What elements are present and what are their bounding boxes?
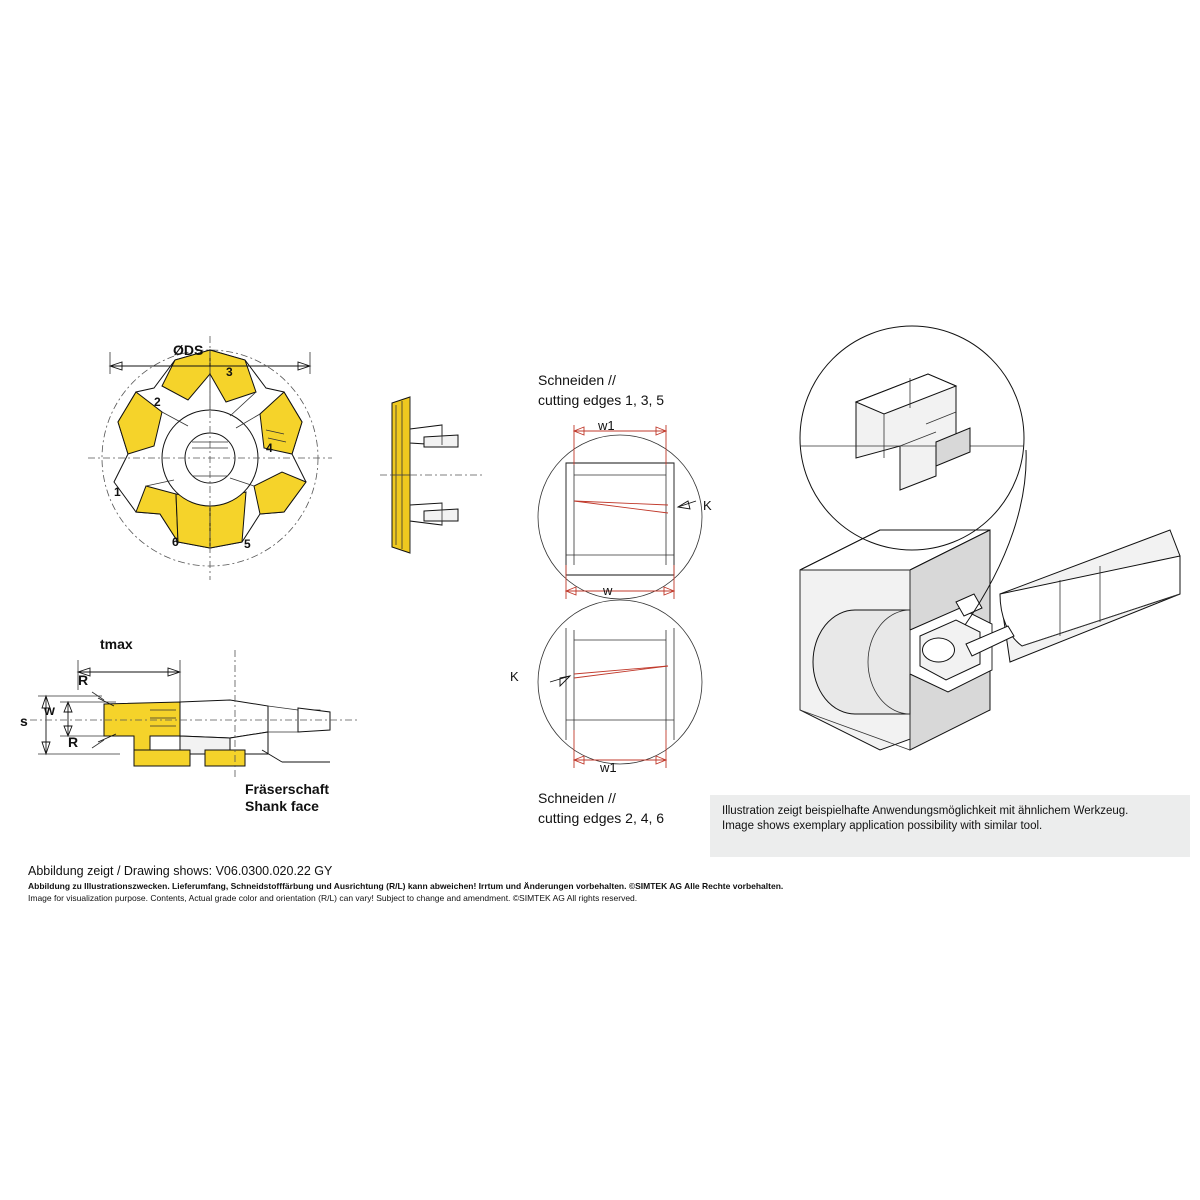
w-label: w bbox=[44, 702, 55, 718]
svg-text:6: 6 bbox=[172, 535, 179, 549]
svg-text:3: 3 bbox=[226, 365, 233, 379]
application-illustration bbox=[760, 380, 1180, 790]
drawing-shows-line: Abbildung zeigt / Drawing shows: V06.0300.020.22 GY bbox=[28, 864, 333, 878]
application-note-de: Illustration zeigt beispielhafte Anwendungsmöglichkeit mit ähnlichem Werkzeug. bbox=[722, 805, 1129, 817]
svg-text:4: 4 bbox=[266, 441, 273, 455]
disclaimer-de: Abbildung zu Illustrationszwecken. Lieferumfang, Schneidstofffärbung und Ausrichtung (R/L) kann abweichen! Irrtum und Änderungen vorbehalten. ©SIMTEK AG Alle Rechte vorbehalten. bbox=[28, 881, 784, 891]
tmax-label: tmax bbox=[100, 636, 133, 652]
detail-bottom-w1-label: w1 bbox=[600, 760, 617, 775]
shank-label-de: Fräserschaft bbox=[245, 781, 330, 797]
application-note-box bbox=[710, 795, 1190, 857]
svg-text:5: 5 bbox=[244, 537, 251, 551]
detail-top-view bbox=[528, 415, 728, 615]
detail-bottom-view bbox=[528, 600, 728, 800]
detail-top-k-label: K bbox=[703, 498, 712, 513]
detail-bottom-caption-en: cutting edges 2, 4, 6 bbox=[538, 810, 665, 826]
detail-top-w1-label: w1 bbox=[598, 418, 615, 433]
detail-top-caption-en: cutting edges 1, 3, 5 bbox=[538, 392, 665, 408]
svg-text:1: 1 bbox=[114, 485, 121, 499]
radius-upper-label: R bbox=[78, 672, 89, 688]
diameter-dimension bbox=[70, 340, 350, 380]
s-label: s bbox=[20, 713, 28, 729]
radius-lower-label: R bbox=[68, 734, 79, 750]
diameter-label: ØDS bbox=[173, 342, 204, 358]
application-note-en: Image shows exemplary application possibility with similar tool. bbox=[722, 820, 1043, 832]
detail-bottom-k-label: K bbox=[510, 669, 519, 684]
shank-label-en: Shank face bbox=[245, 798, 319, 814]
detail-bottom-caption-de: Schneiden // bbox=[538, 790, 616, 806]
detail-top-caption-de: Schneiden // bbox=[538, 372, 616, 388]
svg-text:2: 2 bbox=[154, 395, 161, 409]
side-view bbox=[380, 385, 490, 575]
detail-top-w-label: w bbox=[603, 583, 613, 598]
disclaimer-en: Image for visualization purpose. Contents, Actual grade color and orientation (R/L) can vary! Subject to change and amendment. ©SIMTEK AG All rights reserved. bbox=[28, 893, 638, 903]
